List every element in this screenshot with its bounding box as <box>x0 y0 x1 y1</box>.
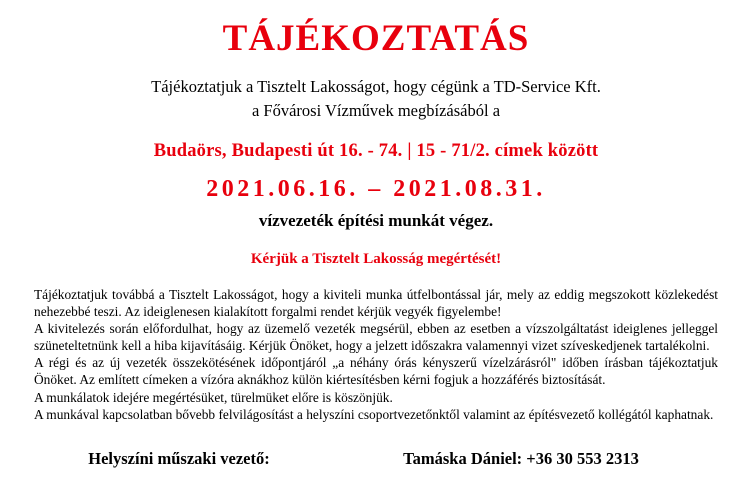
paragraph: A munkával kapcsolatban bővebb felvilágosítást a helyszíni csoportvezetőnktől valamint az építésvezető kollégától kaphatnak. <box>34 406 714 422</box>
intro-line-2: a Fővárosi Vízművek megbízásából a <box>251 100 501 120</box>
site-manager-value: Tamáska Dániel: +36 30 553 2313 <box>403 448 639 468</box>
paragraph: Tájékoztatjuk továbbá a Tisztelt Lakosságot, hogy a kiviteli munka útfelbontással jár, mely az eddig megszokott közlekedést nehezebbé teszi. Az ideiglenesen kialakított forgalmi rendet kérjük vegyék figyelembe! <box>34 286 718 319</box>
site-manager-label: Helyszíni műszaki vezető: <box>88 448 270 468</box>
page-title: TÁJÉKOZTATÁS <box>222 18 530 59</box>
work-date-range: 2021.06.16. – 2021.08.31. <box>206 175 546 202</box>
paragraph: A régi és az új vezeték összekötésének időpontjáról „a néhány órás kényszerű vízelzárásról" időben írásban tájékoztatjuk Önöket. Az említett címeken a vízóra aknákhoz külön kiértesítésben kérni fogjuk a hozzáférés biztosítását. <box>34 355 718 388</box>
footer-contact <box>34 449 718 469</box>
intro-line-1: Tájékoztatjuk a Tisztelt Lakosságot, hogy cégünk a TD-Service Kft. <box>151 76 601 96</box>
paragraph: A kivitelezés során előfordulhat, hogy az üzemelő vezeték megsérül, ebben az esetben a vízszolgáltatást ideiglenes jelleggel szüneteltetnünk kell a hiba kijavításáig. Kérjük Önöket, hogy a jelzett időszakra valamennyi vizet szíveskedjenek tartalékolni. <box>34 321 718 354</box>
body-text <box>34 286 718 423</box>
work-type: vízvezeték építési munkát végez. <box>258 210 494 230</box>
paragraph: A munkálatok idejére megértésüket, türelmüket előre is köszönjük. <box>34 389 393 405</box>
work-address: Budaörs, Budapesti út 16. - 74. | 15 - 71/2. címek között <box>153 140 599 161</box>
intro-block <box>34 75 718 123</box>
understanding-request: Kérjük a Tisztelt Lakosság megértését! <box>250 250 502 267</box>
